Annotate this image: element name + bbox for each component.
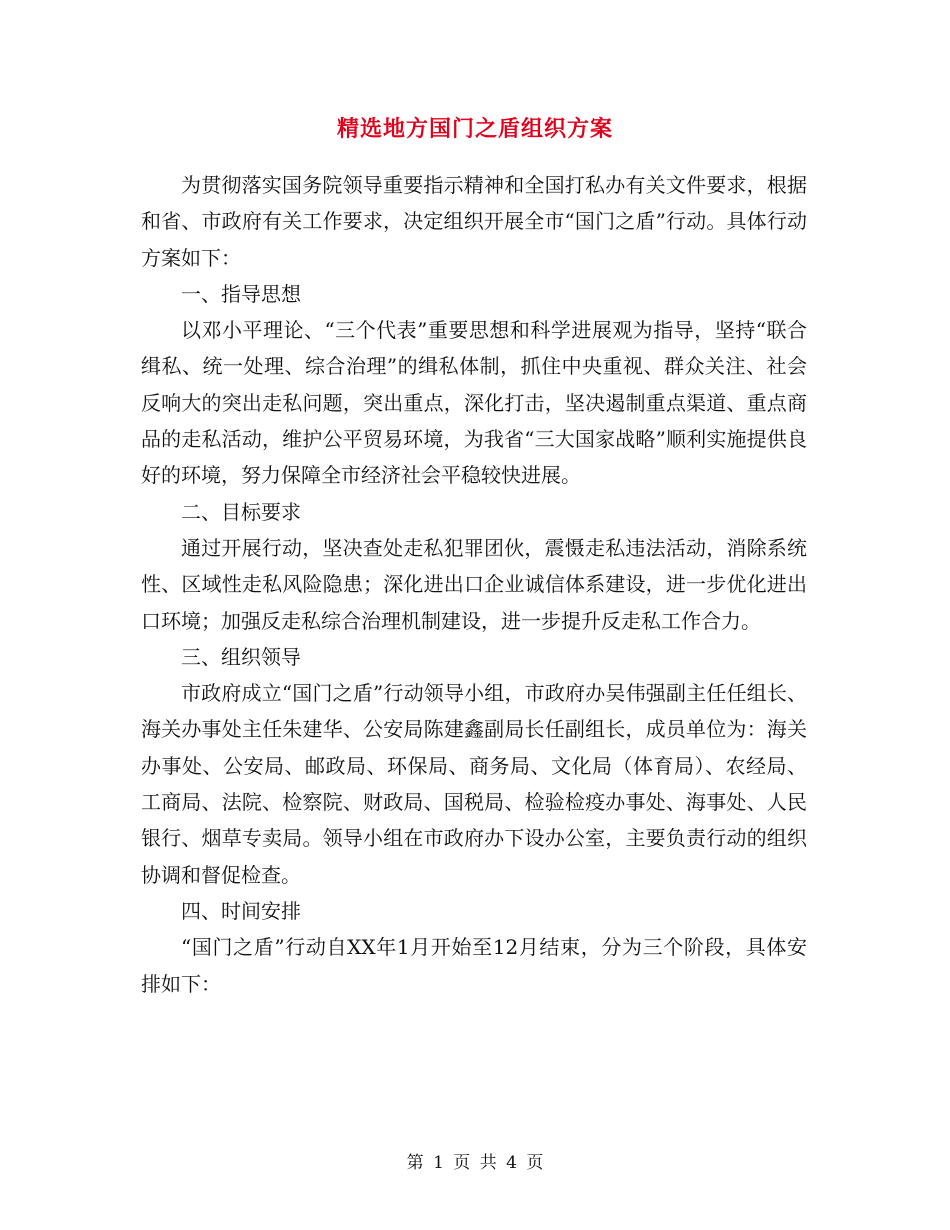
- section-heading-goals: 二、目标要求: [181, 499, 301, 524]
- page-number-footer: 第 1 页 共 4 页: [406, 1153, 544, 1173]
- document-body: [141, 167, 807, 1002]
- document-title: 精选地方国门之盾组织方案: [336, 116, 613, 142]
- section-heading-guiding-ideology: 一、指导思想: [181, 281, 301, 306]
- section-heading-schedule: 四、时间安排: [181, 898, 301, 923]
- paragraph-schedule: “国门之盾”行动自XX年1月开始至12月结束，分为三个阶段，具体安排如下：: [141, 935, 807, 996]
- paragraph-guiding-ideology: 以邓小平理论、“三个代表”重要思想和科学进展观为指导，坚持“联合缉私、统一处理、综合治理”的缉私体制，抓住中央重视、群众关注、社会反响大的突出走私问题，突出重点，深化打击，坚决遏制重点渠道、重点商品的走私活动，维护公平贸易环境，为我省“三大国家战略”顺利实施提供良好的环境，努力保障全市经济社会平稳较快进展。: [141, 318, 807, 488]
- paragraph-goals: 通过开展行动，坚决查处走私犯罪团伙，震慑走私违法活动，消除系统性、区域性走私风险隐患；深化进出口企业诚信体系建设，进一步优化进出口环境；加强反走私综合治理机制建设，进一步提升反走私工作合力。: [141, 535, 807, 633]
- section-heading-leadership: 三、组织领导: [181, 644, 301, 669]
- paragraph-intro: 为贯彻落实国务院领导重要指示精神和全国打私办有关文件要求，根据和省、市政府有关工作要求，决定组织开展全市“国门之盾”行动。具体行动方案如下：: [141, 173, 807, 270]
- paragraph-leadership: 市政府成立“国门之盾”行动领导小组，市政府办吴伟强副主任任组长、海关办事处主任朱建华、公安局陈建鑫副局长任副组长，成员单位为：海关办事处、公安局、邮政局、环保局、商务局、文化局（体育局）、农经局、工商局、法院、检察院、财政局、国税局、检验检疫办事处、海事处、人民银行、烟草专卖局。领导小组在市政府办下设办公室，主要负责行动的组织协调和督促检查。: [141, 681, 807, 887]
